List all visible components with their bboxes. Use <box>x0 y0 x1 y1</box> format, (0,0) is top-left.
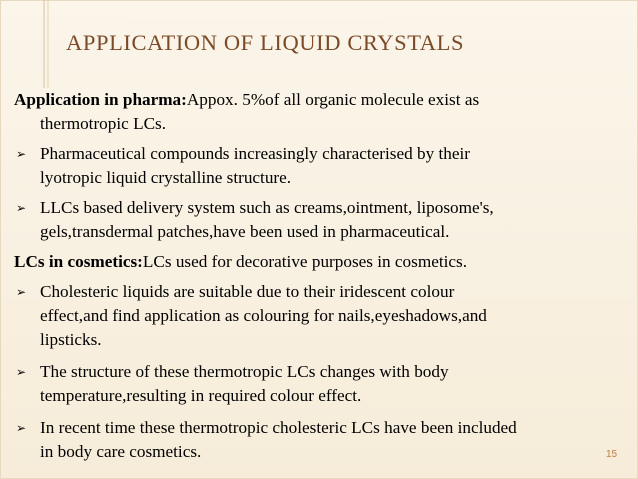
paragraph-pharma <box>14 90 479 110</box>
bullet-cholesteric-line1: Cholesteric liquids are suitable due to their iridescent colour <box>40 282 455 301</box>
bullet-recent-line1: In recent time these thermotropic cholesteric LCs have been included <box>40 418 517 437</box>
arrow-bullet-icon: ➢ <box>16 201 27 215</box>
page-number: 15 <box>606 449 618 460</box>
cosmetics-lead: LCs in cosmetics: <box>14 252 143 271</box>
bullet-structure-line2: temperature,resulting in required colour effect. <box>40 386 362 405</box>
arrow-bullet-icon: ➢ <box>16 147 27 161</box>
slide-title: APPLICATION OF LIQUID CRYSTALS <box>66 30 465 55</box>
pharma-text: Appox. 5%of all organic molecule exist as <box>186 90 480 109</box>
pharma-lead: Application in pharma: <box>14 90 187 109</box>
bullet-pharma-compounds-line2: lyotropic liquid crystalline structure. <box>40 168 292 187</box>
bullet-cholesteric-line3: lipsticks. <box>40 330 102 349</box>
arrow-bullet-icon: ➢ <box>16 285 27 299</box>
bullet-pharma-compounds-line1: Pharmaceutical compounds increasingly characterised by their <box>40 144 470 163</box>
bullet-llcs-line2: gels,transdermal patches,have been used in pharmaceutical. <box>40 222 450 241</box>
title-decoration <box>0 0 52 88</box>
pharma-text-cont: thermotropic LCs. <box>40 114 167 133</box>
cosmetics-text: LCs used for decorative purposes in cosmetics. <box>142 252 467 271</box>
bullet-llcs-line1: LLCs based delivery system such as creams,ointment, liposome's, <box>40 198 494 217</box>
bullet-structure-line1: The structure of these thermotropic LCs changes with body <box>40 362 449 381</box>
paragraph-cosmetics <box>14 252 467 272</box>
arrow-bullet-icon: ➢ <box>16 365 27 379</box>
arrow-bullet-icon: ➢ <box>16 421 27 435</box>
bullet-recent-line2: in body care cosmetics. <box>40 442 202 461</box>
bullet-cholesteric-line2: effect,and find application as colouring for nails,eyeshadows,and <box>40 306 487 325</box>
